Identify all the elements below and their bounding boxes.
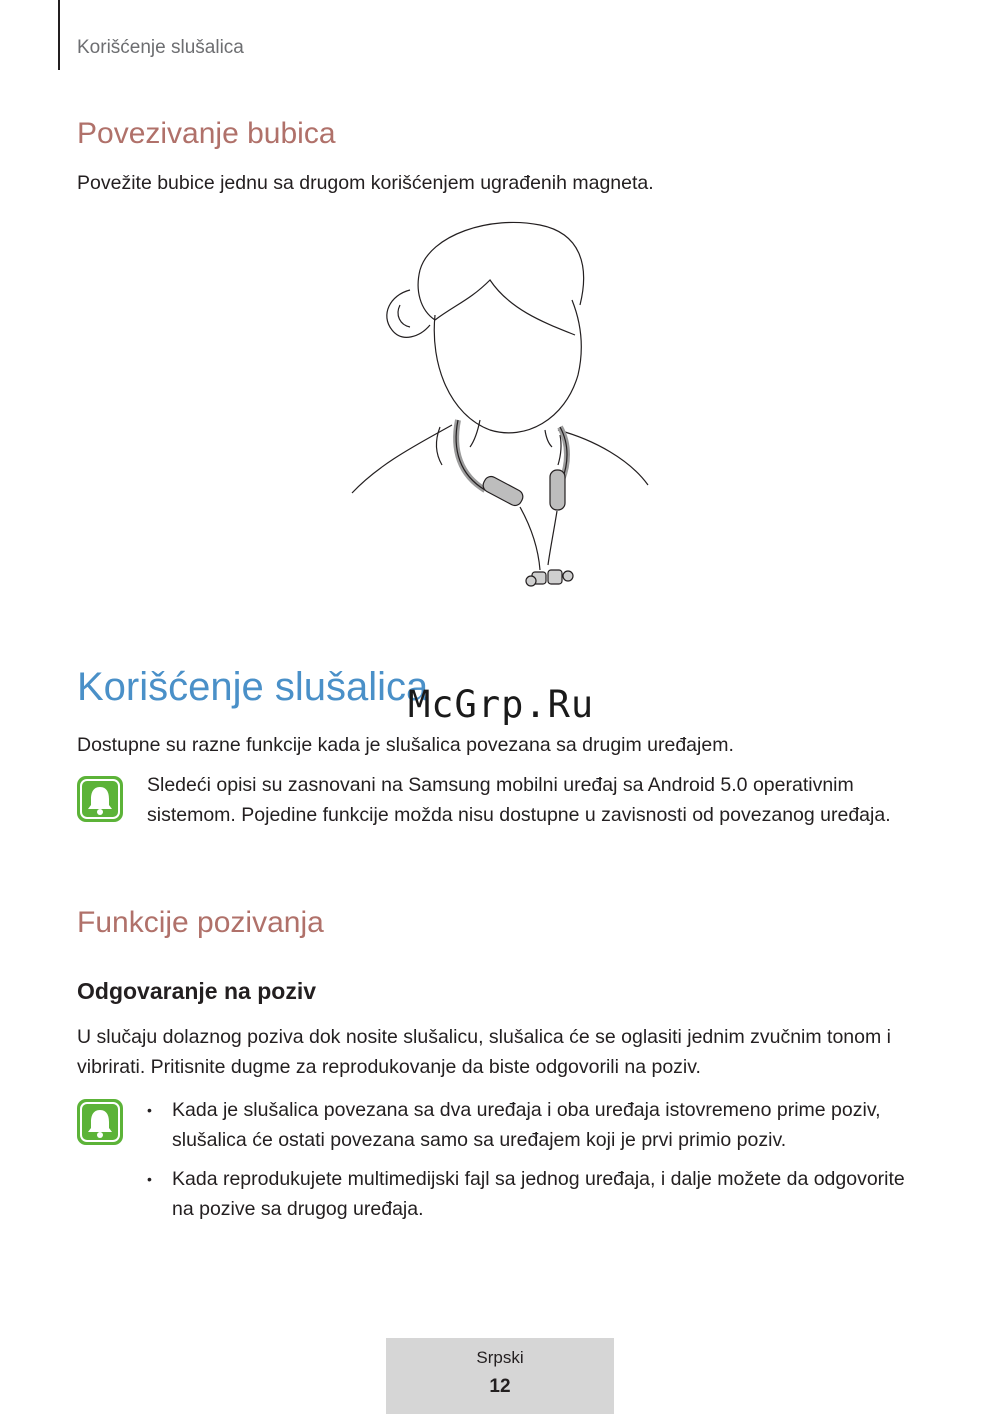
page-footer <box>386 1338 614 1414</box>
list-item: • Kada reprodukujete multimedijski fajl sa jednog uređaja, i dalje možete da odgovorite na pozive sa drugog uređaja. <box>147 1164 927 1224</box>
footer-language: Srpski <box>476 1348 524 1367</box>
note-bell-icon <box>76 775 124 823</box>
neckband-illustration <box>340 215 660 595</box>
section-connect-text: Povežite bubice jednu sa drugom korišćenjem ugrađenih magneta. <box>77 172 654 194</box>
chapter-intro: Dostupne su razne funkcije kada je slušalica povezana sa drugim uređajem. <box>77 734 734 756</box>
header-rule <box>58 0 60 70</box>
section-title-call-functions: Funkcije pozivanja <box>77 906 324 939</box>
subsection-title-answer-call: Odgovaranje na poziv <box>77 978 316 1004</box>
section-title-connect-earbuds: Povezivanje bubica <box>77 117 336 150</box>
chapter-title: Korišćenje slušalica <box>77 665 429 709</box>
answer-call-text: U slučaju dolaznog poziva dok nosite slušalicu, slušalica će se oglasiti jednim zvučnim tonom i vibrirati. Pritisnite dugme za reprodukovanje da biste odgovorili na poziv. <box>77 1026 891 1078</box>
watermark: McGrp.Ru <box>408 683 595 726</box>
running-header: Korišćenje slušalica <box>77 37 244 58</box>
call-notes-list <box>147 1095 927 1233</box>
list-item: • Kada je slušalica povezana sa dva uređaja i oba uređaja istovremeno prime poziv, slušalica će ostati povezana samo sa uređajem koji je prvi primio poziv. <box>147 1095 927 1155</box>
page-number: 12 <box>489 1376 511 1397</box>
note-bell-icon-2 <box>76 1098 124 1146</box>
note-android-text: Sledeći opisi su zasnovani na Samsung mobilni uređaj sa Android 5.0 operativnim sistemom. Pojedine funkcije možda nisu dostupne u zavisnosti od povezanog uređaja. <box>147 774 891 826</box>
